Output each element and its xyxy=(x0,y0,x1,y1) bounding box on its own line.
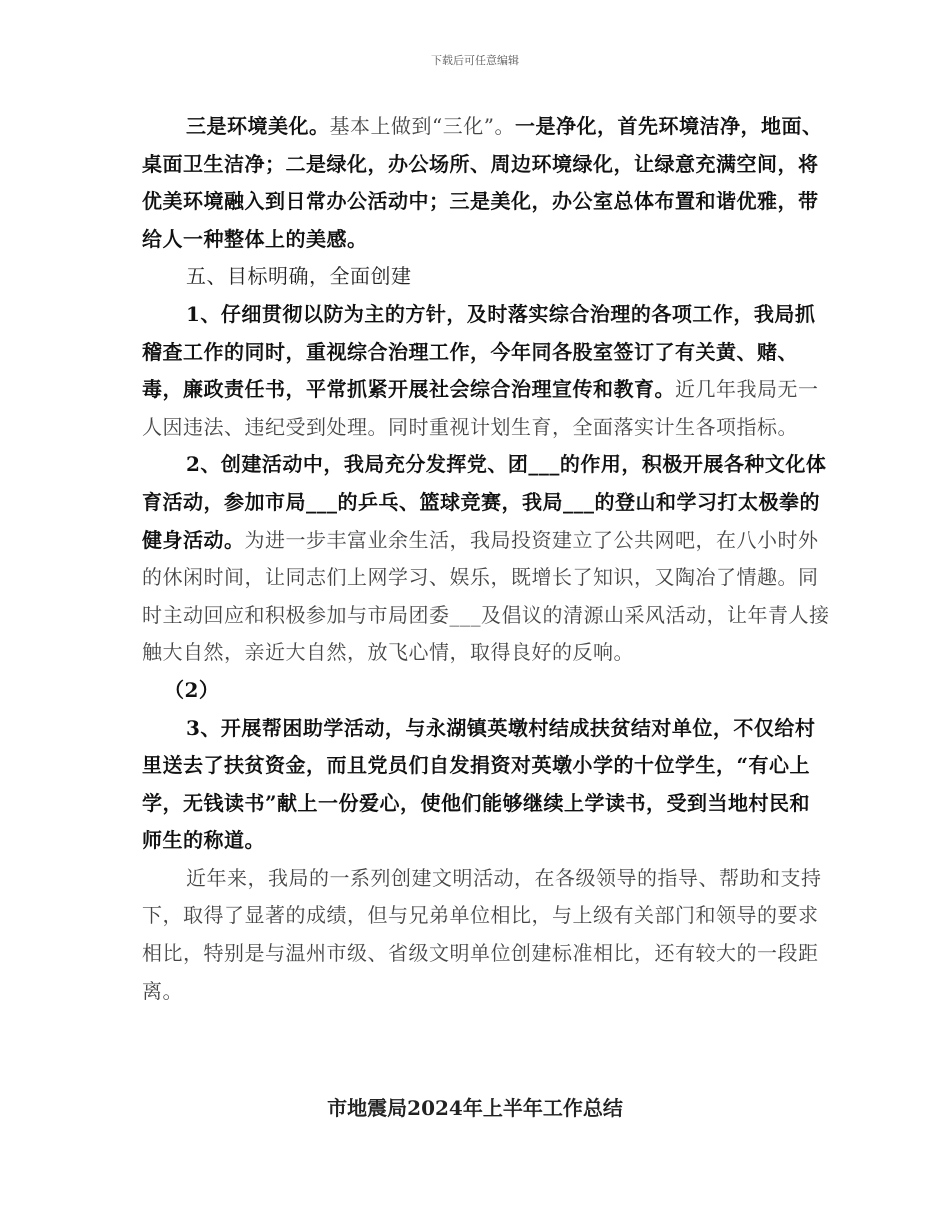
paragraph-marker: （2） xyxy=(164,677,220,702)
text-bold: 三是环境美化。 xyxy=(186,114,330,138)
text-bold: 1、仔细贯彻以防为主的方针，及时落实综合治理的各项工作，我局抓稽查工作的同时，重视综合治理工作，今年同各股室签订了有关黄、赌、毒，廉政责任书，平常抓紧开展社会综合治理宣传和教育。 xyxy=(142,301,816,402)
text-bold: 2、创建活动中，我局充分发挥党、团___的作用，积极开展各种文化体育活动，参加市局___的乒乓、篮球竞赛，我局___的登山和学习打太极拳的健身活动。 xyxy=(142,452,827,552)
paragraph-environment xyxy=(142,108,830,258)
page-header: 下载后可任意编辑 xyxy=(431,54,519,67)
text-normal: 近几年我局无一人因违法、违纪受到处理。同时重视计划生育，全面落实计生各项指标。 xyxy=(142,377,819,439)
text-normal: 基本上做到“三化”。 xyxy=(329,114,515,138)
document-body xyxy=(142,108,830,1010)
paragraph-item-2 xyxy=(142,446,830,672)
paragraph-item-3: 3、开展帮困助学活动，与永湖镇英墩村结成扶贫结对单位，不仅给村里送去了扶贫资金，而且党员们自发捐资对英墩小学的十位学生，“有心上学，无钱读书”献上一份爱心，使他们能够继续上学读书，受到当地村民和师生的称道。 xyxy=(142,715,816,853)
paragraph-conclusion: 近年来，我局的一系列创建文明活动，在各级领导的指导、帮助和支持下，取得了显著的成绩，但与兄弟单位相比，与上级有关部门和领导的要求相比，特别是与温州市级、省级文明单位创建标准相比，还有较大的一段距离。 xyxy=(142,865,822,1003)
next-document-title: 市地震局2024年上半年工作总结 xyxy=(327,1096,623,1120)
section-heading: 五、目标明确，全面创建 xyxy=(186,264,412,289)
text-bold: 一是净化，首先环境洁净，地面、桌面卫生洁净；二是绿化，办公场所、周边环境绿化，让绿意充满空间，将优美环境融入到日常办公活动中；三是美化，办公室总体布置和谐优雅，带给人一种整体上的美感。 xyxy=(142,114,823,251)
text-normal: 为进一步丰富业余生活，我局投资建立了公共网吧，在八小时外的休闲时间，让同志们上网学习、娱乐，既增长了知识，又陶冶了情趣。同时主动回应和积极参加与市局团委___及倡议的清源山采风活动，让年青人接触大自然，亲近大自然，放飞心情，取得良好的反响。 xyxy=(142,527,830,665)
paragraph-item-1 xyxy=(142,296,830,446)
